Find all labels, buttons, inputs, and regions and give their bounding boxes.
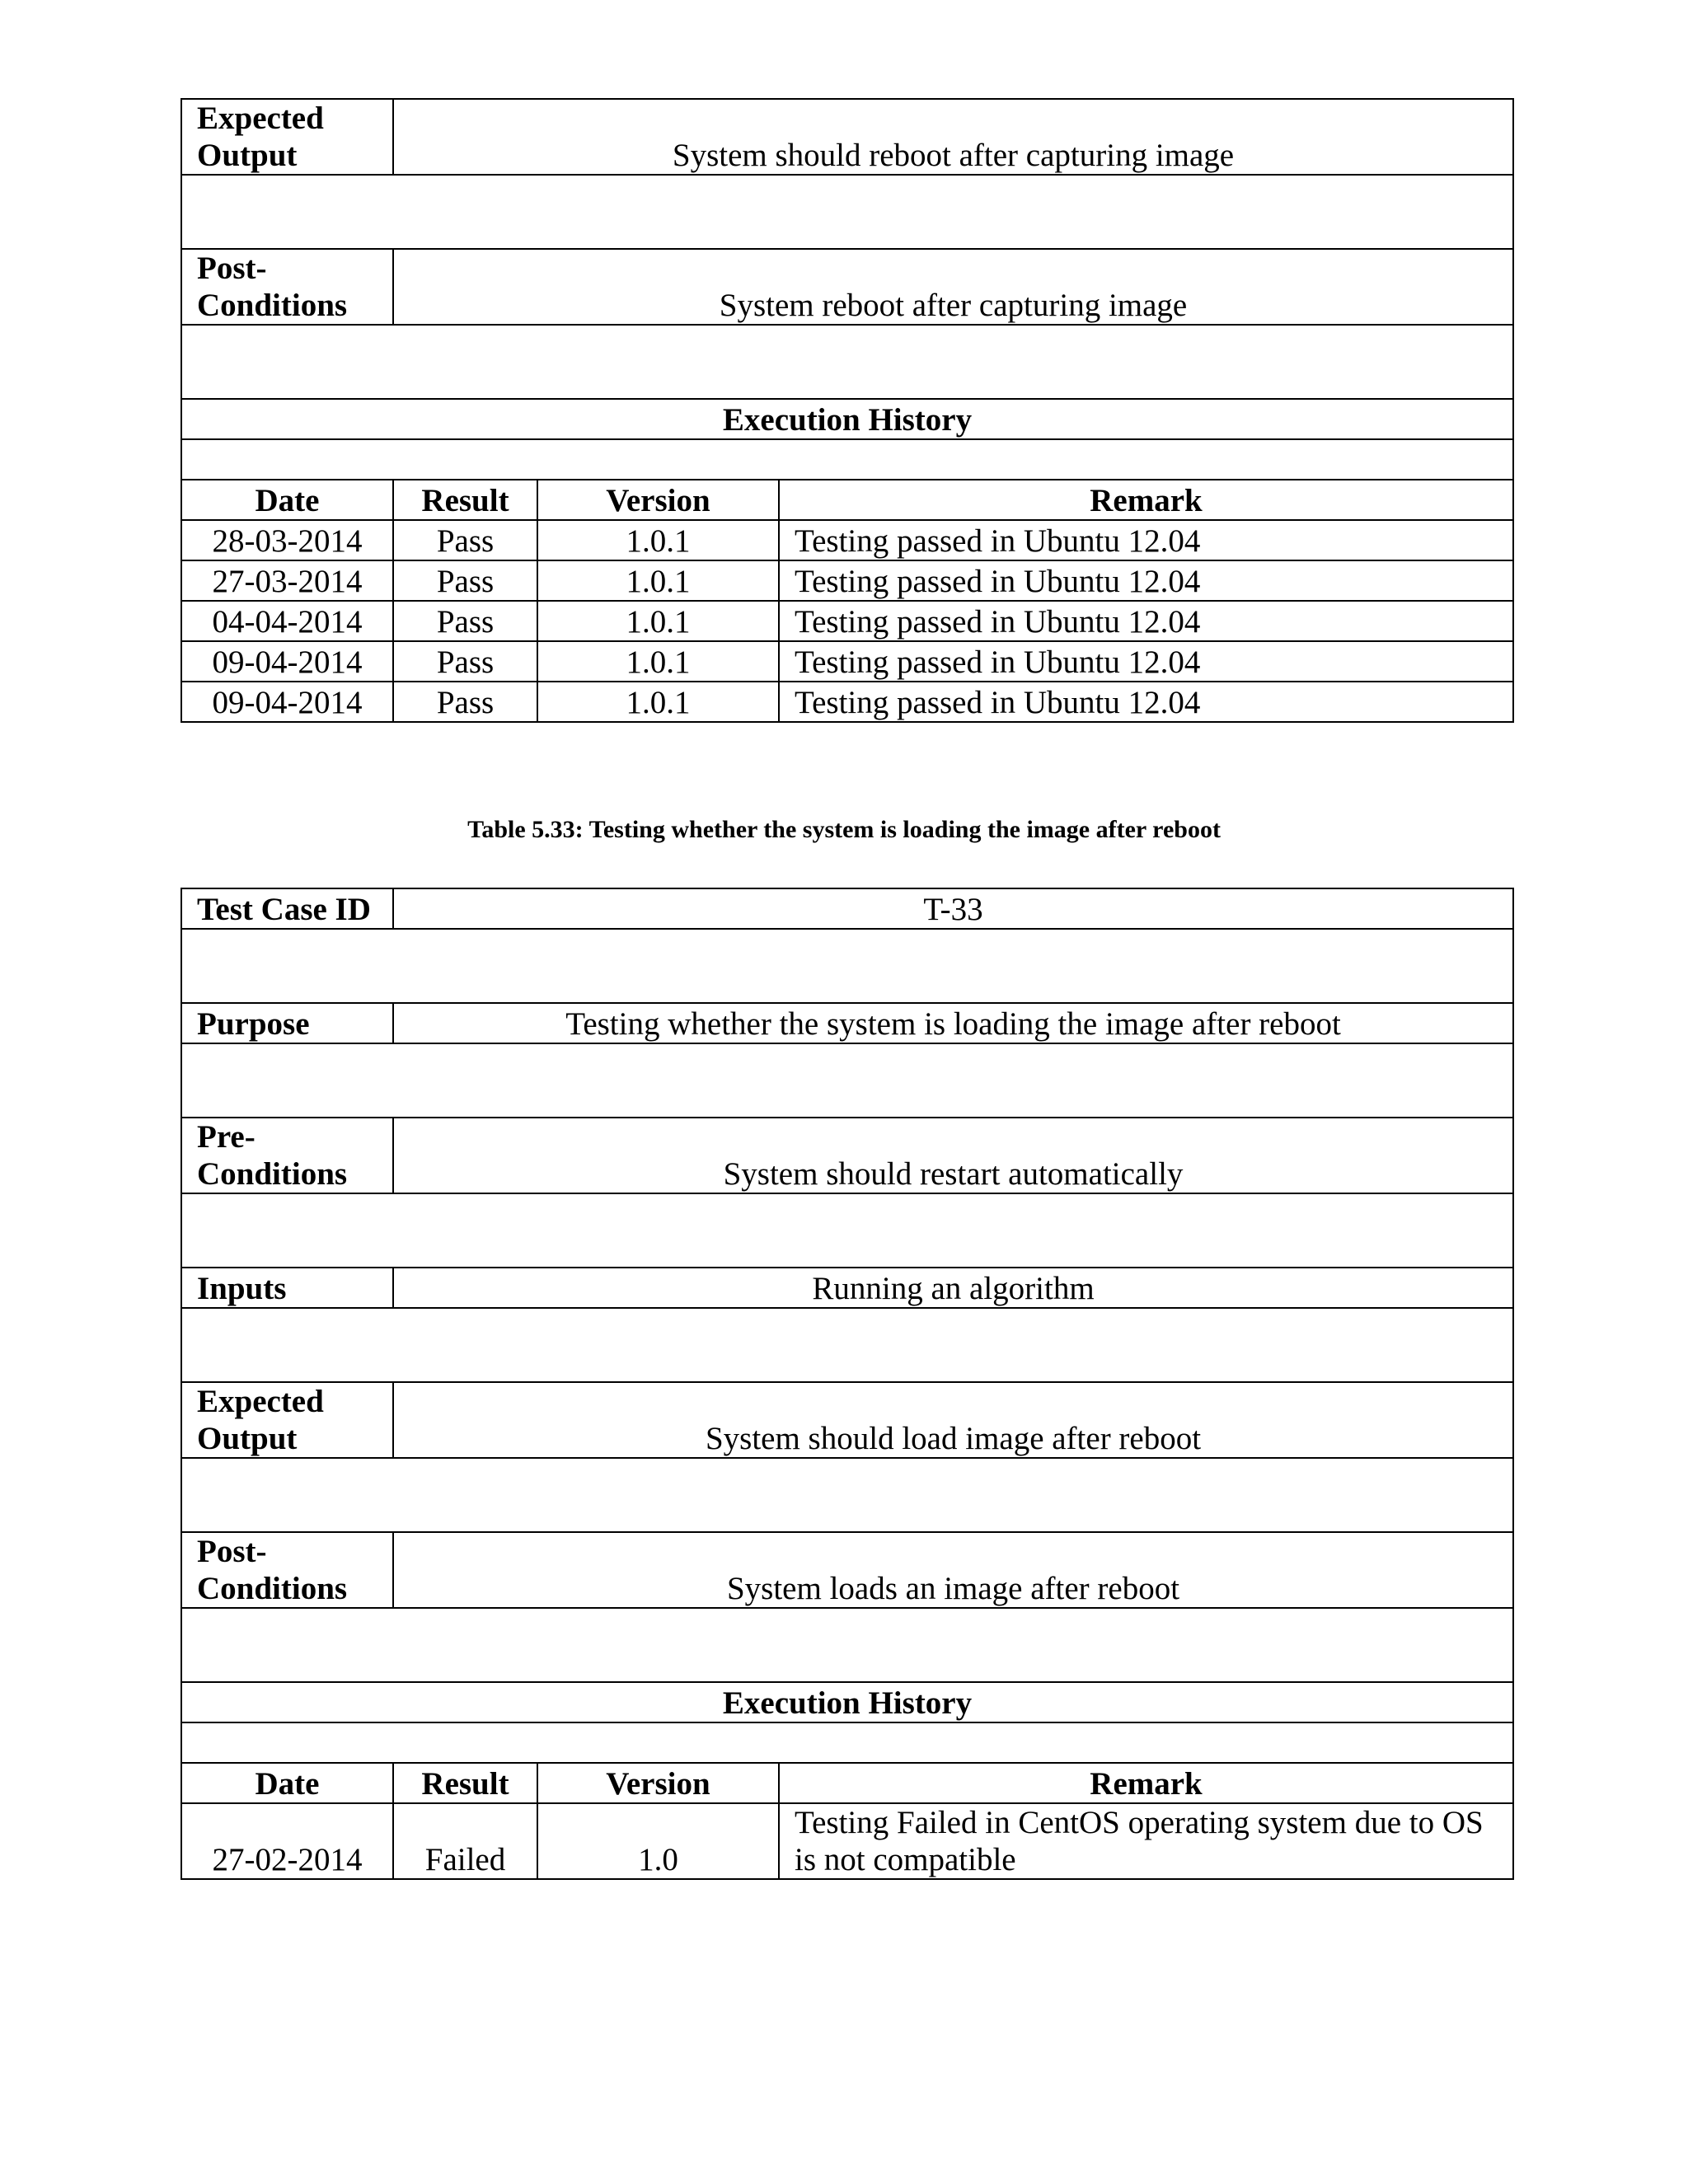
version-cell: 1.0.1 — [537, 601, 779, 641]
date-cell: 27-02-2014 — [181, 1803, 393, 1879]
expected-output-label: Expected Output — [181, 99, 393, 175]
post-conditions-label: Post-Conditions — [181, 249, 393, 325]
spacer-row — [181, 1458, 1513, 1532]
history-header-row — [181, 480, 1513, 520]
purpose-value: Testing whether the system is loading the image after reboot — [393, 1003, 1513, 1043]
post-conditions-value: System reboot after capturing image — [393, 249, 1513, 325]
history-header-row — [181, 1763, 1513, 1803]
date-cell: 09-04-2014 — [181, 641, 393, 682]
spacer-row — [181, 1193, 1513, 1268]
expected-output-value: System should reboot after capturing image — [393, 99, 1513, 175]
table-caption: Table 5.33: Testing whether the system is loading the image after reboot — [467, 816, 1221, 843]
spacer-row — [181, 1043, 1513, 1118]
date-cell: 28-03-2014 — [181, 520, 393, 560]
inputs-label: Inputs — [181, 1268, 393, 1308]
column-header-remark: Remark — [779, 480, 1513, 520]
inputs-value: Running an algorithm — [393, 1268, 1513, 1308]
column-header-version: Version — [537, 480, 779, 520]
column-header-date: Date — [181, 1763, 393, 1803]
table-row — [181, 601, 1513, 641]
result-cell: Pass — [393, 601, 537, 641]
execution-history-title: Execution History — [181, 1682, 1513, 1722]
table-row — [181, 1803, 1513, 1879]
purpose-label: Purpose — [181, 1003, 393, 1043]
post-conditions-label: Post-Conditions — [181, 1532, 393, 1608]
result-cell: Pass — [393, 641, 537, 682]
column-header-result: Result — [393, 480, 537, 520]
remark-cell: Testing passed in Ubuntu 12.04 — [779, 520, 1513, 560]
remark-cell: Testing passed in Ubuntu 12.04 — [779, 601, 1513, 641]
result-cell: Pass — [393, 682, 537, 722]
date-cell: 27-03-2014 — [181, 560, 393, 601]
remark-cell: Testing passed in Ubuntu 12.04 — [779, 560, 1513, 601]
date-cell: 09-04-2014 — [181, 682, 393, 722]
table-row — [181, 641, 1513, 682]
test-case-id-value: T-33 — [393, 888, 1513, 929]
version-cell: 1.0.1 — [537, 641, 779, 682]
version-cell: 1.0 — [537, 1803, 779, 1879]
result-cell: Failed — [393, 1803, 537, 1879]
pre-conditions-label: Pre-Conditions — [181, 1118, 393, 1193]
test-case-table-t33 — [181, 888, 1514, 1880]
expected-output-label: Expected Output — [181, 1382, 393, 1458]
column-header-date: Date — [181, 480, 393, 520]
result-cell: Pass — [393, 560, 537, 601]
spacer-row — [181, 325, 1513, 399]
remark-cell: Testing Failed in CentOS operating system due to OS is not compatible — [779, 1803, 1513, 1879]
spacer-row — [181, 1608, 1513, 1682]
expected-output-value: System should load image after reboot — [393, 1382, 1513, 1458]
date-cell: 04-04-2014 — [181, 601, 393, 641]
result-cell: Pass — [393, 520, 537, 560]
spacer-row — [181, 439, 1513, 480]
table-row — [181, 682, 1513, 722]
remark-cell: Testing passed in Ubuntu 12.04 — [779, 682, 1513, 722]
column-header-result: Result — [393, 1763, 537, 1803]
test-case-table-t32-continued — [181, 98, 1514, 723]
column-header-remark: Remark — [779, 1763, 1513, 1803]
table-row — [181, 560, 1513, 601]
post-conditions-value: System loads an image after reboot — [393, 1532, 1513, 1608]
table-row — [181, 520, 1513, 560]
version-cell: 1.0.1 — [537, 682, 779, 722]
spacer-row — [181, 1308, 1513, 1382]
pre-conditions-value: System should restart automatically — [393, 1118, 1513, 1193]
version-cell: 1.0.1 — [537, 560, 779, 601]
remark-cell: Testing passed in Ubuntu 12.04 — [779, 641, 1513, 682]
spacer-row — [181, 1722, 1513, 1763]
spacer-row — [181, 929, 1513, 1003]
version-cell: 1.0.1 — [537, 520, 779, 560]
test-case-id-label: Test Case ID — [181, 888, 393, 929]
column-header-version: Version — [537, 1763, 779, 1803]
spacer-row — [181, 175, 1513, 249]
execution-history-title: Execution History — [181, 399, 1513, 439]
